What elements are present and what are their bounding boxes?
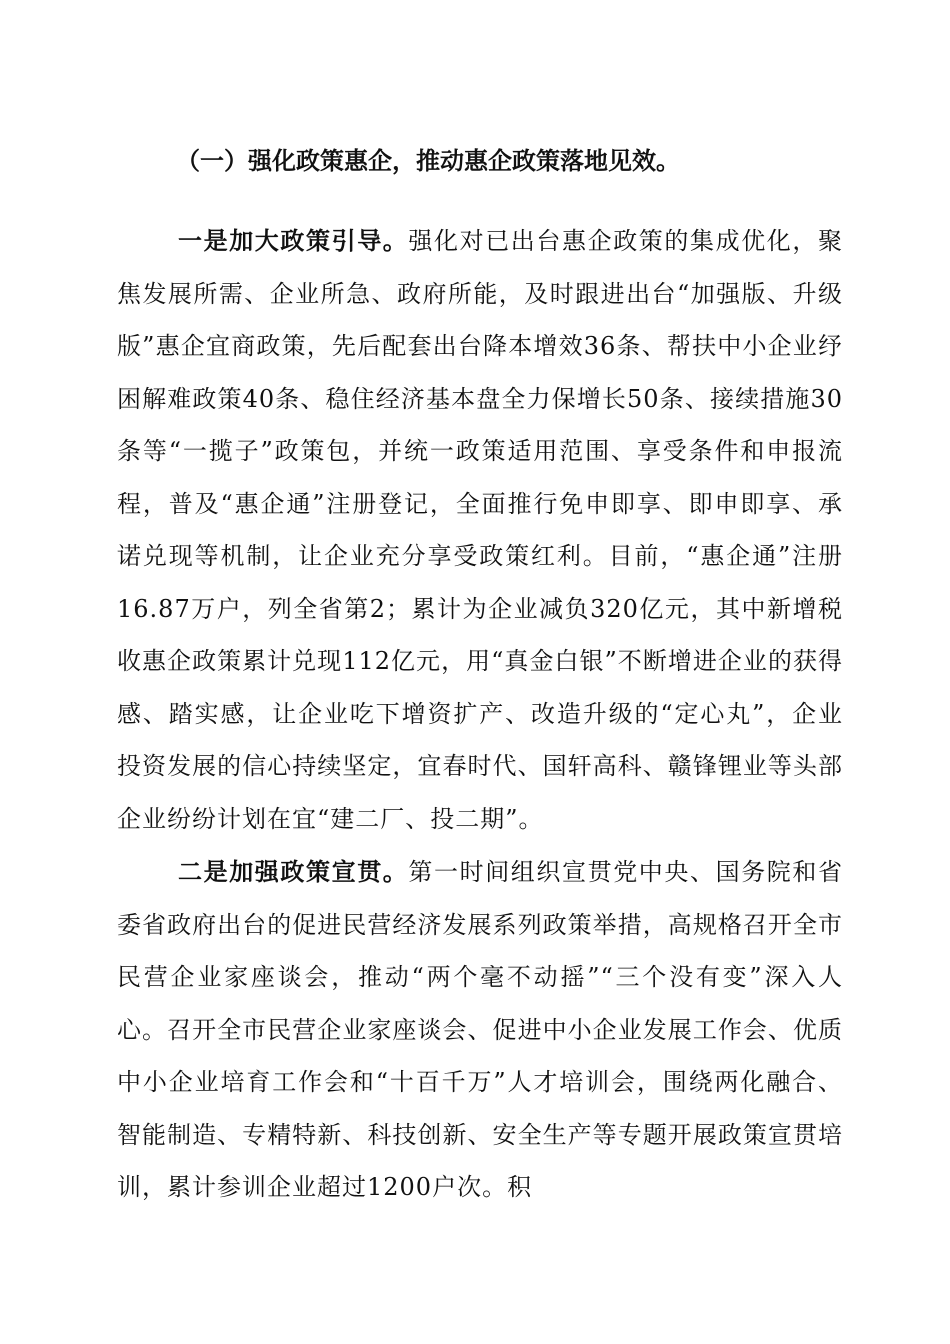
section-heading: （一）强化政策惠企，推动惠企政策落地见效。 [176,147,680,175]
paragraph-lead: 一是加大政策引导。 [178,227,409,255]
paragraph-policy-guidance [117,215,843,845]
paragraph-body: 第一时间组织宣贯党中央、国务院和省委省政府出台的促进民营经济发展系列政策举措，高规格召开全市民营企业家座谈会，推动“两个毫不动摇”“三个没有变”深入人心。召开全市民营企业家座谈会、促进中小企业发展工作会、优质中小企业培育工作会和“十百千万”人才培训会，围绕两化融合、智能制造、专精特新、科技创新、安全生产等专题开展政策宣贯培训，累计参训企业超过1200户次。积 [117,858,844,1201]
paragraph-lead: 二是加强政策宣贯。 [178,858,409,886]
paragraph-policy-publicity [117,846,843,1214]
paragraph-body: 强化对已出台惠企政策的集成优化，聚焦发展所需、企业所急、政府所能，及时跟进出台“加强版、升级版”惠企宜商政策，先后配套出台降本增效36条、帮扶中小企业纾困解难政策40条、稳住经济基本盘全力保增长50条、接续措施30条等“一揽子”政策包，并统一政策适用范围、享受条件和申报流程，普及“惠企通”注册登记，全面推行免申即享、即申即享、承诺兑现等机制，让企业充分享受政策红利。目前，“惠企通”注册16.87万户，列全省第2；累计为企业减负320亿元，其中新增税收惠企政策累计兑现112亿元，用“真金白银”不断增进企业的获得感、踏实感，让企业吃下增资扩产、改造升级的“定心丸”，企业投资发展的信心持续坚定，宜春时代、国轩高科、赣锋锂业等头部企业纷纷计划在宜“建二厂、投二期”。 [117,227,844,833]
